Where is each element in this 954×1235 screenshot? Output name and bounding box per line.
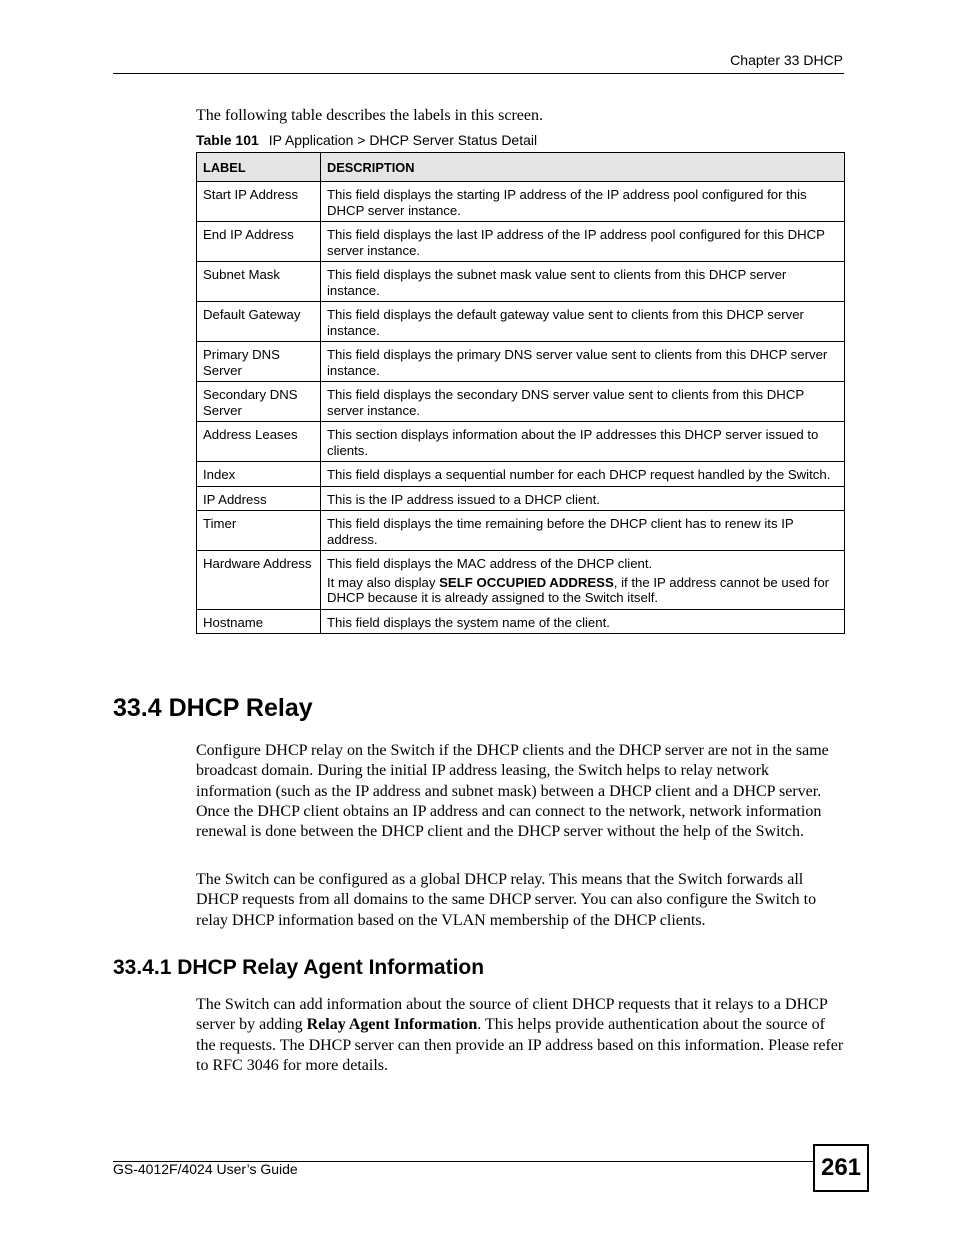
table-row (197, 422, 845, 462)
subsection-heading: 33.4.1 DHCP Relay Agent Information (113, 956, 485, 979)
table-row (197, 222, 845, 262)
table-row (197, 302, 845, 342)
section-paragraph: Configure DHCP relay on the Switch if the DHCP clients and the DHCP server are not in the same broadcast domain. During the initial IP address leasing, the Switch helps to relay network information (such as the IP address and subnet mask) between a DHCP client and a DHCP server. Once the DHCP client obtains an IP address and can connect to the network, network information renewal is done between the DHCP client and the DHCP server without the help of the Switch. (196, 742, 829, 841)
row-description: This field displays the secondary DNS server value sent to clients from this DHCP server instance. (321, 382, 845, 422)
table-row (197, 262, 845, 302)
row-label: Address Leases (197, 422, 321, 462)
row-description: This field displays a sequential number for each DHCP request handled by the Switch. (321, 462, 845, 487)
header-rule (113, 73, 844, 74)
table-row (197, 511, 845, 551)
row-description-note (327, 575, 838, 606)
table-caption-title: IP Application > DHCP Server Status Detail (268, 132, 538, 148)
row-label: Subnet Mask (197, 262, 321, 302)
row-label: Default Gateway (197, 302, 321, 342)
paragraph-emphasis: Relay Agent Information (306, 1016, 478, 1034)
table-row (197, 486, 845, 511)
row-description: This field displays the system name of the client. (321, 609, 845, 634)
section-heading: 33.4 DHCP Relay (113, 694, 313, 722)
table-header-row (197, 153, 845, 182)
paragraph-text: The Switch can add information about the source of client DHCP requests that it relays to a DHCP server by adding (196, 996, 828, 1034)
section-paragraph: The Switch can be configured as a global DHCP relay. This means that the Switch forwards all DHCP requests from all domains to the same DHCP server. You can also configure the Switch to relay DHCP information based on the VLAN membership of the DHCP clients. (196, 871, 817, 929)
table-row (197, 342, 845, 382)
row-label: Primary DNS Server (197, 342, 321, 382)
row-description: This section displays information about the IP addresses this DHCP server issued to clients. (321, 422, 845, 462)
table-caption-number: Table 101 (196, 132, 259, 148)
row-label: End IP Address (197, 222, 321, 262)
chapter-title: Chapter 33 DHCP (730, 52, 843, 68)
table-row (197, 609, 845, 634)
row-description: This field displays the default gateway value sent to clients from this DHCP server instance. (321, 302, 845, 342)
row-description: This field displays the subnet mask value sent to clients from this DHCP server instance. (321, 262, 845, 302)
column-header-description: DESCRIPTION (321, 153, 845, 182)
row-label: Start IP Address (197, 182, 321, 222)
note-emphasis: SELF OCCUPIED ADDRESS (439, 574, 614, 590)
row-label: Hostname (197, 609, 321, 634)
row-description (321, 551, 845, 610)
label-description-table (196, 152, 845, 634)
row-label: Hardware Address (197, 551, 321, 610)
row-label: Timer (197, 511, 321, 551)
row-description: This field displays the primary DNS server value sent to clients from this DHCP server instance. (321, 342, 845, 382)
table-row (197, 462, 845, 487)
row-description: This is the IP address issued to a DHCP client. (321, 486, 845, 511)
guide-title: GS-4012F/4024 User’s Guide (113, 1161, 298, 1177)
row-description: This field displays the time remaining before the DHCP client has to renew its IP address. (321, 511, 845, 551)
page-number: 261 (813, 1144, 869, 1192)
row-description: This field displays the last IP address of the IP address pool configured for this DHCP server instance. (321, 222, 845, 262)
table-caption (196, 132, 537, 148)
row-label: Secondary DNS Server (197, 382, 321, 422)
table-row (197, 551, 845, 610)
note-text: , if the IP address cannot be used for DHCP because it is already assigned to the Switch itself. (327, 574, 830, 605)
row-label: IP Address (197, 486, 321, 511)
subsection-paragraph (196, 995, 846, 1076)
intro-text: The following table describes the labels in this screen. (196, 107, 544, 124)
table-row (197, 182, 845, 222)
note-text: It may also display (327, 574, 440, 590)
table-row (197, 382, 845, 422)
row-label: Index (197, 462, 321, 487)
row-description: This field displays the starting IP address of the IP address pool configured for this DHCP server instance. (321, 182, 845, 222)
column-header-label: LABEL (197, 153, 321, 182)
row-description-line: This field displays the MAC address of the DHCP client. (327, 556, 653, 571)
paragraph-text: . This helps provide authentication about the source of the requests. The DHCP server can then provide an IP address based on this information. Please refer to RFC 3046 for more details. (196, 1016, 844, 1074)
